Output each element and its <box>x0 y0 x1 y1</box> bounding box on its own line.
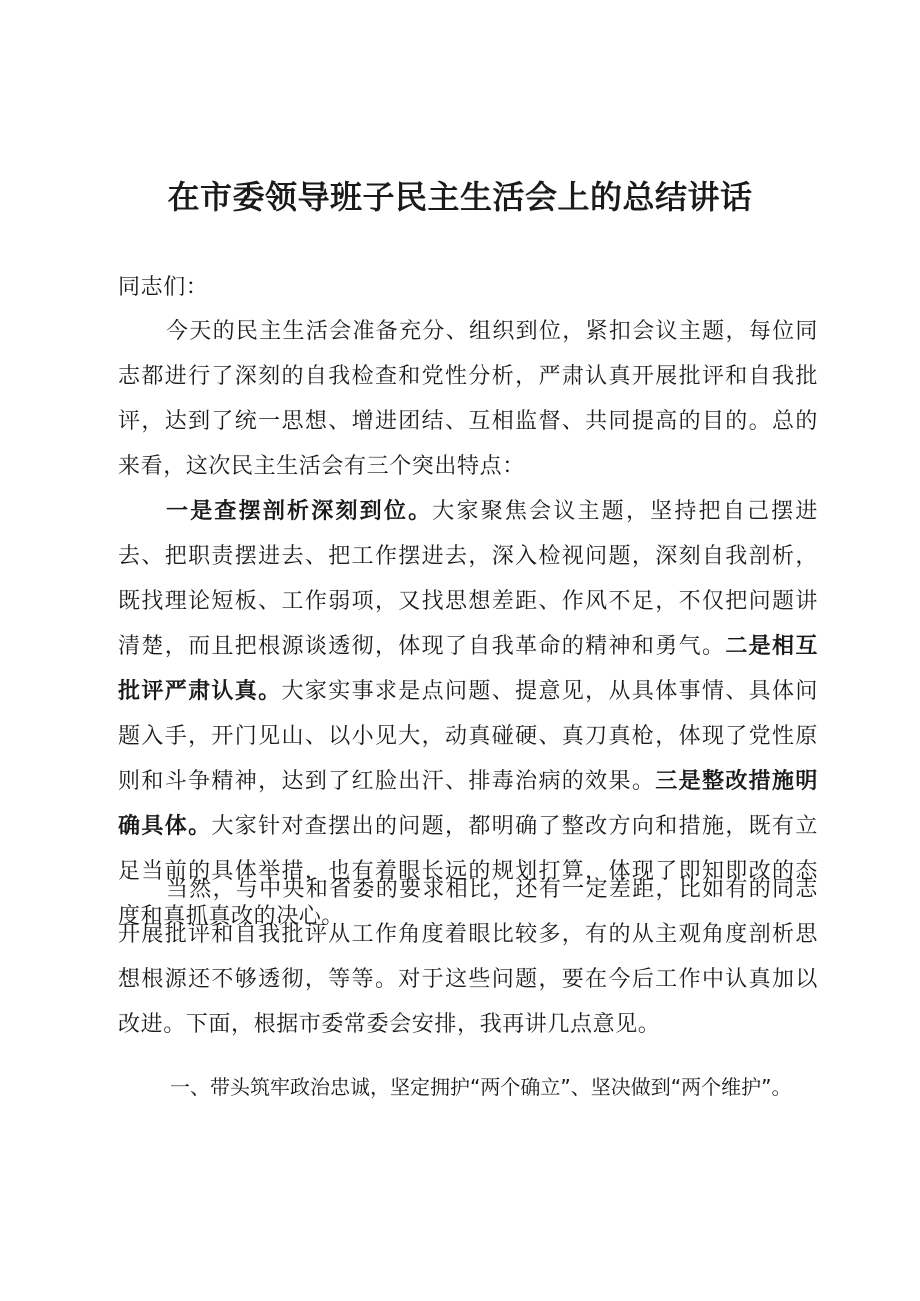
feature-2-text: 大家实事求是点问题、提意见，从具体事情、具体问题入手，开门见山、以小见大，动真碰硬、真刀真枪，体现了党性原则和斗争精神，达到了红脸出汗、排毒治病的效果。 <box>118 679 818 794</box>
paragraph-intro: 今天的民主生活会准备充分、组织到位，紧扣会议主题，每位同志都进行了深刻的自我检查和党性分析，严肃认真开展批评和自我批评，达到了统一思想、增进团结、互相监督、共同提高的目的。总的来看，这次民主生活会有三个突出特点： <box>118 319 818 479</box>
document-title: 在市委领导班子民主生活会上的总结讲话 <box>167 178 753 216</box>
feature-3-text: 大家针对查摆出的问题，都明确了整改方向和措施，既有立足当前的具体举措，也有着眼长远的规划打算，体现了即知即改的态度和真抓真改的决心。 <box>118 814 818 929</box>
feature-1-text: 大家聚焦会议主题，坚持把自己摆进去、把职责摆进去、把工作摆进去，深入检视问题，深刻自我剖析，既找理论短板、工作弱项，又找思想差距、作风不足，不仅把问题讲清楚，而且把根源谈透彻，体现了自我革命的精神和勇气。 <box>118 499 818 659</box>
feature-2-heading: 二是相互批评严肃认真。 <box>118 634 818 704</box>
paragraph-shortcomings: 当然，与中央和省委的要求相比，还有一定差距，比如有的同志开展批评和自我批评从工作角度着眼比较多，有的从主观角度剖析思想根源还不够透彻，等等。对于这些问题，要在今后工作中认真加以改进。下面，根据市委常委会安排，我再讲几点意见。 <box>118 877 818 1037</box>
feature-1-heading: 一是查摆剖析深刻到位。 <box>166 499 433 524</box>
section-heading-1: 一、带头筑牢政治忠诚，坚定拥护“两个确立”、坚决做到“两个维护”。 <box>170 1075 792 1099</box>
salutation: 同志们： <box>118 275 209 300</box>
feature-3-heading: 三是整改措施明确具体。 <box>118 769 818 839</box>
